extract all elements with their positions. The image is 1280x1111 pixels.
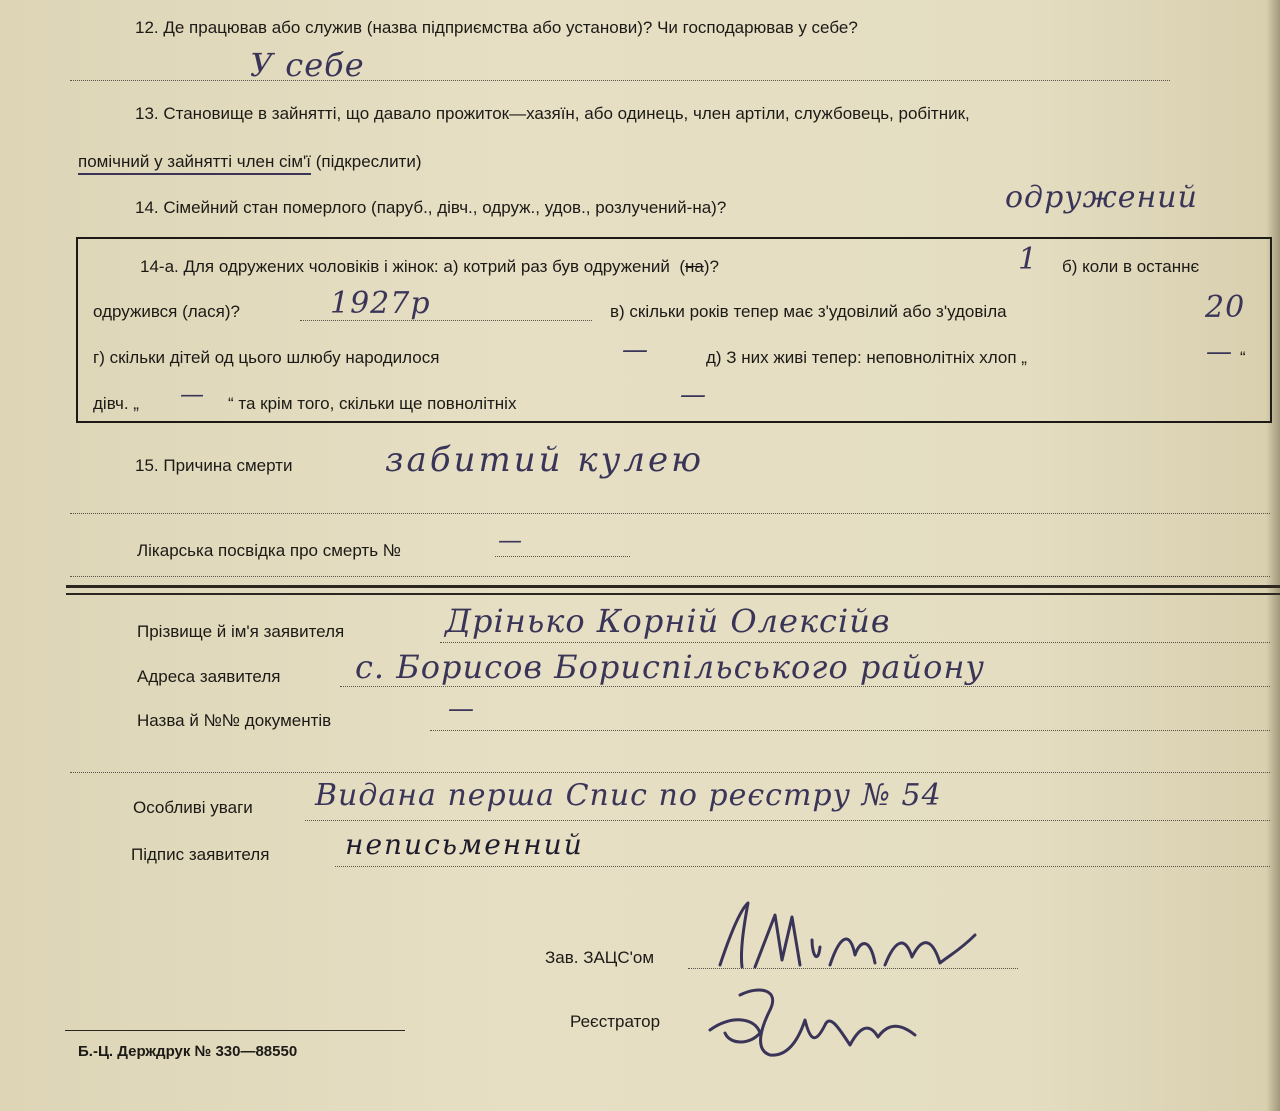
- applicant-signature-line: [335, 866, 1270, 867]
- medical-certificate-label: Лікарська посвідка про смерть №: [137, 541, 402, 560]
- q14-answer: одружений: [1005, 180, 1198, 215]
- q14a-line3c: “: [1240, 348, 1246, 367]
- q14a-answer-d-girls: —: [180, 380, 205, 408]
- q13-question: 13. Становище в зайнятті, що давало прожиток—хазяїн, або одинець, член артіли, службовець, робітник,: [135, 104, 970, 123]
- applicant-name-value: Дрінько Корній Олексійв: [445, 602, 891, 640]
- applicant-docs-line: [430, 730, 1270, 731]
- q13-note: (підкреслити): [315, 152, 422, 171]
- head-of-registry-label: Зав. ЗАЦС'ом: [545, 948, 655, 967]
- q14a-answer-adult: —: [680, 380, 707, 410]
- separator-rule-bottom: [66, 593, 1280, 595]
- q14a-line3a: г) скільки дітей од цього шлюбу народилося: [93, 348, 440, 367]
- q14a-line4a: дівч. „: [93, 394, 139, 413]
- applicant-address-value: с. Борисов Бориспільського району: [355, 648, 985, 686]
- q14a-answer-b: 1927р: [330, 286, 431, 321]
- q14a-answer-d-boys: —: [1206, 337, 1233, 367]
- applicant-name-label: Прізвище й ім'я заявителя: [137, 622, 345, 641]
- applicant-docs-label: Назва й №№ документів: [137, 711, 332, 730]
- q15-question: 15. Причина смерти: [135, 456, 293, 475]
- q12-answer-line: [70, 80, 1170, 81]
- q14a-answer-g: —: [622, 335, 649, 365]
- q12-answer: У себе: [250, 46, 365, 84]
- q13-underlined-answer: помічний у зайнятті член сім'ї: [78, 152, 311, 175]
- page-binding-shadow: [1266, 0, 1280, 1111]
- applicant-signature-label: Підпис заявителя: [131, 845, 270, 864]
- q14a-line3b: д) З них живі тепер: неповнолітніх хлоп „: [706, 348, 1027, 367]
- q14a-line4b: “ та крім того, скільки ще повнолітніх: [228, 394, 517, 413]
- registrar-signature: [700, 975, 940, 1070]
- q13-options-line2: [78, 152, 422, 172]
- q14a-answer-v: 20: [1205, 290, 1246, 325]
- special-notes-label: Особливі уваги: [133, 798, 253, 817]
- q14a-line2a: одружився (лася)?: [93, 302, 240, 321]
- applicant-extra-line: [70, 772, 1270, 773]
- head-of-registry-signature: [700, 895, 1020, 985]
- applicant-docs-value: —: [448, 694, 475, 724]
- q14a-answer-a: 1: [1018, 242, 1039, 277]
- applicant-address-line: [340, 686, 1270, 687]
- q14-question: 14. Сімейний стан померлого (паруб., дівч., одруж., удов., розлучений-на)?: [135, 198, 727, 217]
- q14a-line1-text: 14-а. Для одружених чоловіків і жінок: а) котрий раз був одружений: [140, 257, 670, 276]
- applicant-signature-value: неписьменний: [345, 828, 584, 861]
- registrar-label: Реєстратор: [570, 1012, 661, 1031]
- medical-number-line: [495, 556, 630, 557]
- q12-question: 12. Де працював або служив (назва підприємства або установи)? Чи господарював у себе?: [135, 18, 858, 37]
- special-notes-line: [305, 820, 1270, 821]
- special-notes-value: Видана перша Спис по реєстру № 54: [315, 778, 942, 813]
- q15-extra-line: [70, 513, 1270, 514]
- footer-rule: [65, 1030, 405, 1031]
- q14a-line1: 14-а. Для одружених чоловіків і жінок: а) котрий раз був одружений (на)?: [140, 257, 719, 276]
- medical-certificate-number: —: [498, 526, 523, 554]
- q14a-struck-suffix: на: [685, 257, 704, 276]
- medical-extra-line: [70, 576, 1270, 577]
- applicant-address-label: Адреса заявителя: [137, 667, 281, 686]
- printer-imprint: Б.-Ц. Держдрук № 330—88550: [78, 1043, 298, 1060]
- separator-rule-top: [66, 585, 1280, 588]
- q14a-line1b: б) коли в останнє: [1062, 257, 1200, 276]
- q15-answer: забитий кулею: [385, 440, 705, 480]
- applicant-name-line: [440, 642, 1270, 643]
- q14a-line2b: в) скільки років тепер має з'удовілий або з'удовіла: [610, 302, 1007, 321]
- q14a-qmark: ?: [709, 257, 719, 276]
